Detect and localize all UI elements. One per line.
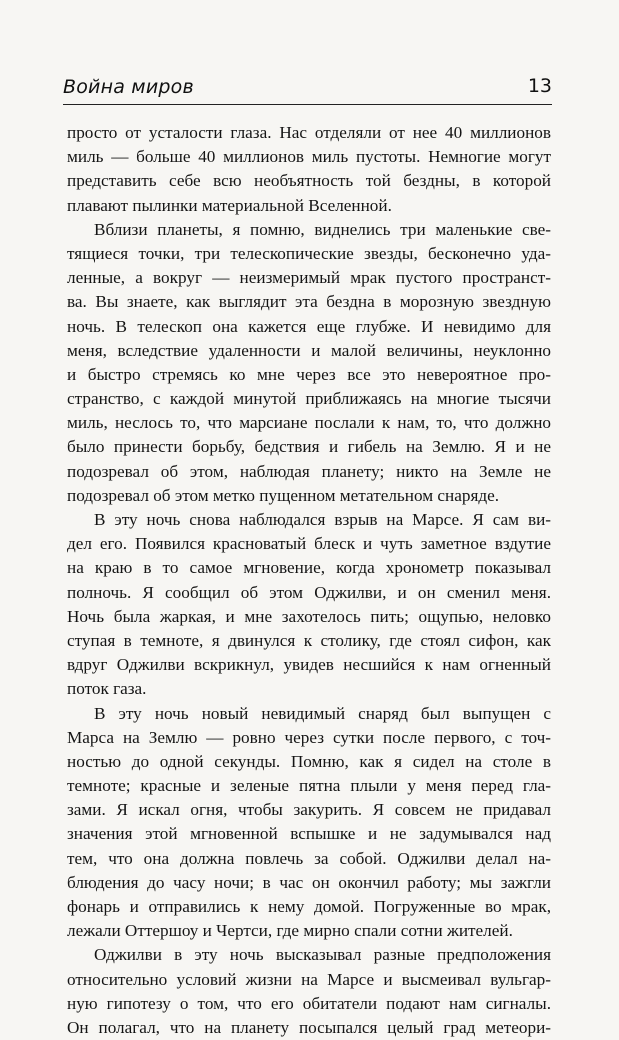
text-line: лежали Оттершоу и Чертси, где мирно спали сотни жителей.	[67, 921, 513, 941]
text-line: В эту ночь снова наблюдался взрыв на Марсе. Я сам ви-	[94, 510, 551, 529]
text-line: Он полагал, что на планету посыпался целый град метеори-	[67, 1017, 551, 1037]
text-line: подозревал об этом метко пущенном метательном снаряде.	[67, 485, 500, 505]
text-line: значения этой мгновенной вспышке и не задумывался над	[67, 824, 551, 844]
text-line: блюдения до часу ночи; в час он окончил работу; мы зажгли	[67, 872, 551, 892]
page-header	[63, 68, 552, 102]
text-line: Оджилви в эту ночь высказывал разные предположения	[94, 945, 551, 965]
text-line: В эту ночь новый невидимый снаряд был выпущен с	[94, 703, 551, 723]
text-line: поток газа.	[67, 679, 147, 699]
running-title: Война миров	[63, 76, 194, 98]
text-line: миль, неслось то, что марсиане послали к нам, то, что должно	[67, 413, 551, 433]
text-line: странство, с каждой минутой приближаясь на многие тысячи	[67, 389, 551, 409]
text-line: относительно условий жизни на Марсе и высмеивал вульгар-	[67, 969, 551, 989]
text-line: просто от усталости глаза. Нас отделяли от нее 40 миллионов	[67, 123, 551, 142]
paragraph	[67, 121, 551, 218]
paragraph	[67, 702, 551, 944]
text-line: тящиеся точки, три телескопические звезды, бесконечно уда-	[67, 243, 551, 263]
text-line: ную гипотезу о том, что его обитатели подают нам сигналы.	[67, 993, 551, 1013]
paragraph	[67, 943, 551, 1040]
text-line: подозревал об этом, наблюдая планету; никто на Земле не	[67, 461, 551, 481]
paragraph	[67, 508, 551, 702]
text-line: ступая в темноте, я двинулся к столику, где стоял сифон, как	[67, 630, 551, 650]
text-line: зами. Я искал огня, чтобы закурить. Я совсем не придавал	[67, 800, 551, 820]
text-line: вдруг Оджилви вскрикнул, увидев несшийся к нам огненный	[67, 655, 551, 675]
text-line: ностью до одной секунды. Помню, как я сидел на столе в	[67, 751, 551, 771]
text-line: Марса на Землю — ровно через сутки после первого, с точ-	[67, 727, 551, 747]
text-line: полночь. Я сообщил об этом Оджилви, и он сменил меня.	[67, 582, 551, 602]
text-line: дел его. Появился красноватый блеск и чуть заметное вздутие	[67, 534, 551, 554]
body-text	[67, 121, 551, 1040]
paragraph	[67, 218, 551, 508]
text-line: ва. Вы знаете, как выглядит эта бездна в морозную звездную	[67, 292, 551, 312]
text-line: Ночь была жаркая, и мне захотелось пить; ощупью, неловко	[67, 606, 551, 626]
page-number: 13	[527, 75, 552, 97]
header-rule	[63, 104, 552, 105]
text-line: тем, что она должна повлечь за собой. Оджилви делал на-	[67, 848, 551, 868]
text-line: ленные, а вокруг — неизмеримый мрак пустого пространст-	[67, 268, 551, 288]
text-line: фонарь и отправились к нему домой. Погруженные во мрак,	[67, 897, 551, 916]
text-line: и быстро стремясь ко мне через все это невероятное про-	[67, 364, 551, 384]
text-line: плавают пылинки материальной Вселенной.	[67, 195, 392, 215]
text-line: темноте; красные и зеленые пятна плыли у меня перед гла-	[67, 776, 551, 796]
text-line: было принести борьбу, бедствия и гибель на Землю. Я и не	[67, 437, 551, 457]
text-line: меня, вследствие удаленности и малой величины, неуклонно	[67, 340, 551, 360]
text-line: Вблизи планеты, я помню, виднелись три маленькие све-	[94, 219, 551, 239]
text-line: представить себе всю необъятность той бездны, в которой	[67, 171, 551, 191]
text-line: миль — больше 40 миллионов миль пустоты. Немногие могут	[67, 147, 551, 167]
text-line: на краю в то самое мгновение, когда хронометр показывал	[67, 558, 551, 578]
text-line: ночь. В телескоп она кажется еще глубже. И невидимо для	[67, 316, 551, 336]
